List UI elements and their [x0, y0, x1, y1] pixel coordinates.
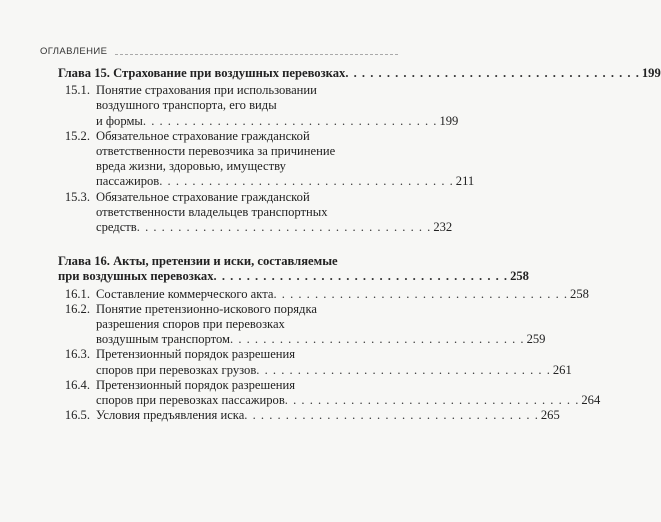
section-body — [96, 347, 572, 377]
chapter-page-number: 199 — [641, 66, 661, 80]
section-page-number: 265 — [540, 408, 560, 423]
section-page-number: 232 — [433, 220, 453, 235]
toc-chapter — [58, 254, 601, 423]
toc-section[interactable] — [58, 286, 589, 302]
chapter-title: при воздушных перевозках — [58, 269, 214, 284]
table-of-contents — [58, 66, 661, 442]
section-title: споров при перевозках грузов — [96, 362, 257, 377]
running-header-label: ОГЛАВЛЕНИЕ — [40, 46, 113, 57]
section-title-line: Обязательное страхование гражданской — [96, 189, 310, 204]
section-title-line: Претензионный порядок разрешения — [96, 377, 296, 392]
toc-section[interactable] — [58, 83, 459, 129]
section-body — [96, 83, 459, 129]
chapter-title-entry[interactable] — [58, 66, 661, 81]
toc-chapter — [58, 66, 661, 235]
section-number: 16.2. — [64, 301, 90, 316]
dot-leader — [159, 174, 454, 189]
section-number: 15.2. — [64, 128, 90, 143]
section-body — [96, 129, 474, 190]
section-title-entry — [96, 113, 459, 129]
section-page-number: 199 — [439, 113, 459, 128]
toc-section[interactable] — [58, 301, 546, 348]
section-title-entry — [96, 362, 572, 378]
chapter-page-number: 258 — [510, 269, 529, 284]
section-page-number: 264 — [581, 393, 601, 408]
section-body — [96, 190, 452, 236]
section-title: средств — [96, 220, 137, 235]
chapter-title-line: Глава 16. Акты, претензии и иски, составляемые — [58, 254, 338, 269]
section-number: 15.1. — [64, 83, 90, 98]
section-title-line: разрешения споров при перевозках — [96, 317, 285, 332]
section-title-line: Претензионный порядок разрешения — [96, 347, 296, 362]
section-page-number: 211 — [455, 174, 475, 189]
toc-section[interactable] — [58, 408, 560, 423]
section-number: 16.3. — [64, 347, 90, 362]
section-title: и формы — [96, 113, 143, 128]
section-body — [96, 377, 601, 408]
dot-leader — [345, 66, 640, 81]
section-page-number: 261 — [552, 362, 572, 377]
dot-leader — [143, 114, 438, 129]
dot-leader — [244, 408, 539, 423]
section-title-entry — [96, 174, 474, 189]
section-title-line: Обязательное страхование гражданской — [96, 128, 310, 143]
section-body — [96, 408, 560, 423]
section-title-entry — [96, 220, 452, 235]
section-title-line: Понятие страхования при использовании — [96, 83, 317, 98]
chapter-title-entry[interactable] — [58, 269, 529, 284]
section-number: 16.5. — [64, 408, 90, 423]
dot-leader — [273, 287, 568, 302]
running-header — [40, 46, 398, 60]
section-title: Составление коммерческого акта — [96, 286, 274, 301]
section-title-line: Понятие претензионно-искового порядка — [96, 301, 317, 316]
section-number: 16.4. — [64, 377, 90, 392]
toc-section[interactable] — [58, 347, 572, 377]
toc-section[interactable] — [58, 377, 601, 408]
section-title-entry — [96, 286, 589, 302]
section-page-number: 258 — [570, 286, 589, 301]
section-body — [96, 286, 589, 302]
chapter-title: Глава 15. Страхование при воздушных перевозках — [58, 66, 346, 80]
section-title-entry — [96, 332, 546, 347]
section-title: споров при перевозках пассажиров — [96, 393, 285, 408]
dot-leader — [230, 332, 525, 347]
section-title-line: ответственности владельцев транспортных — [96, 204, 328, 219]
toc-section[interactable] — [58, 189, 453, 236]
dot-leader — [214, 269, 509, 284]
section-number: 15.3. — [64, 189, 90, 204]
dot-leader — [285, 393, 580, 408]
section-body — [96, 301, 546, 348]
section-title-line: ответственности перевозчика за причинение — [96, 144, 336, 159]
section-page-number: 259 — [526, 332, 546, 347]
section-number: 16.1. — [64, 286, 90, 301]
section-title-entry — [96, 393, 601, 408]
section-title-line: воздушного транспорта, его виды — [96, 98, 277, 113]
dot-leader — [137, 220, 432, 235]
section-title-entry — [96, 408, 560, 423]
section-title: воздушным транспортом — [96, 332, 231, 347]
toc-section[interactable] — [58, 128, 475, 190]
dot-leader — [256, 363, 551, 378]
section-title-line: вреда жизни, здоровью, имуществу — [96, 159, 286, 174]
section-title: Условия предъявления иска — [96, 408, 245, 423]
section-title: пассажиров — [96, 174, 160, 189]
